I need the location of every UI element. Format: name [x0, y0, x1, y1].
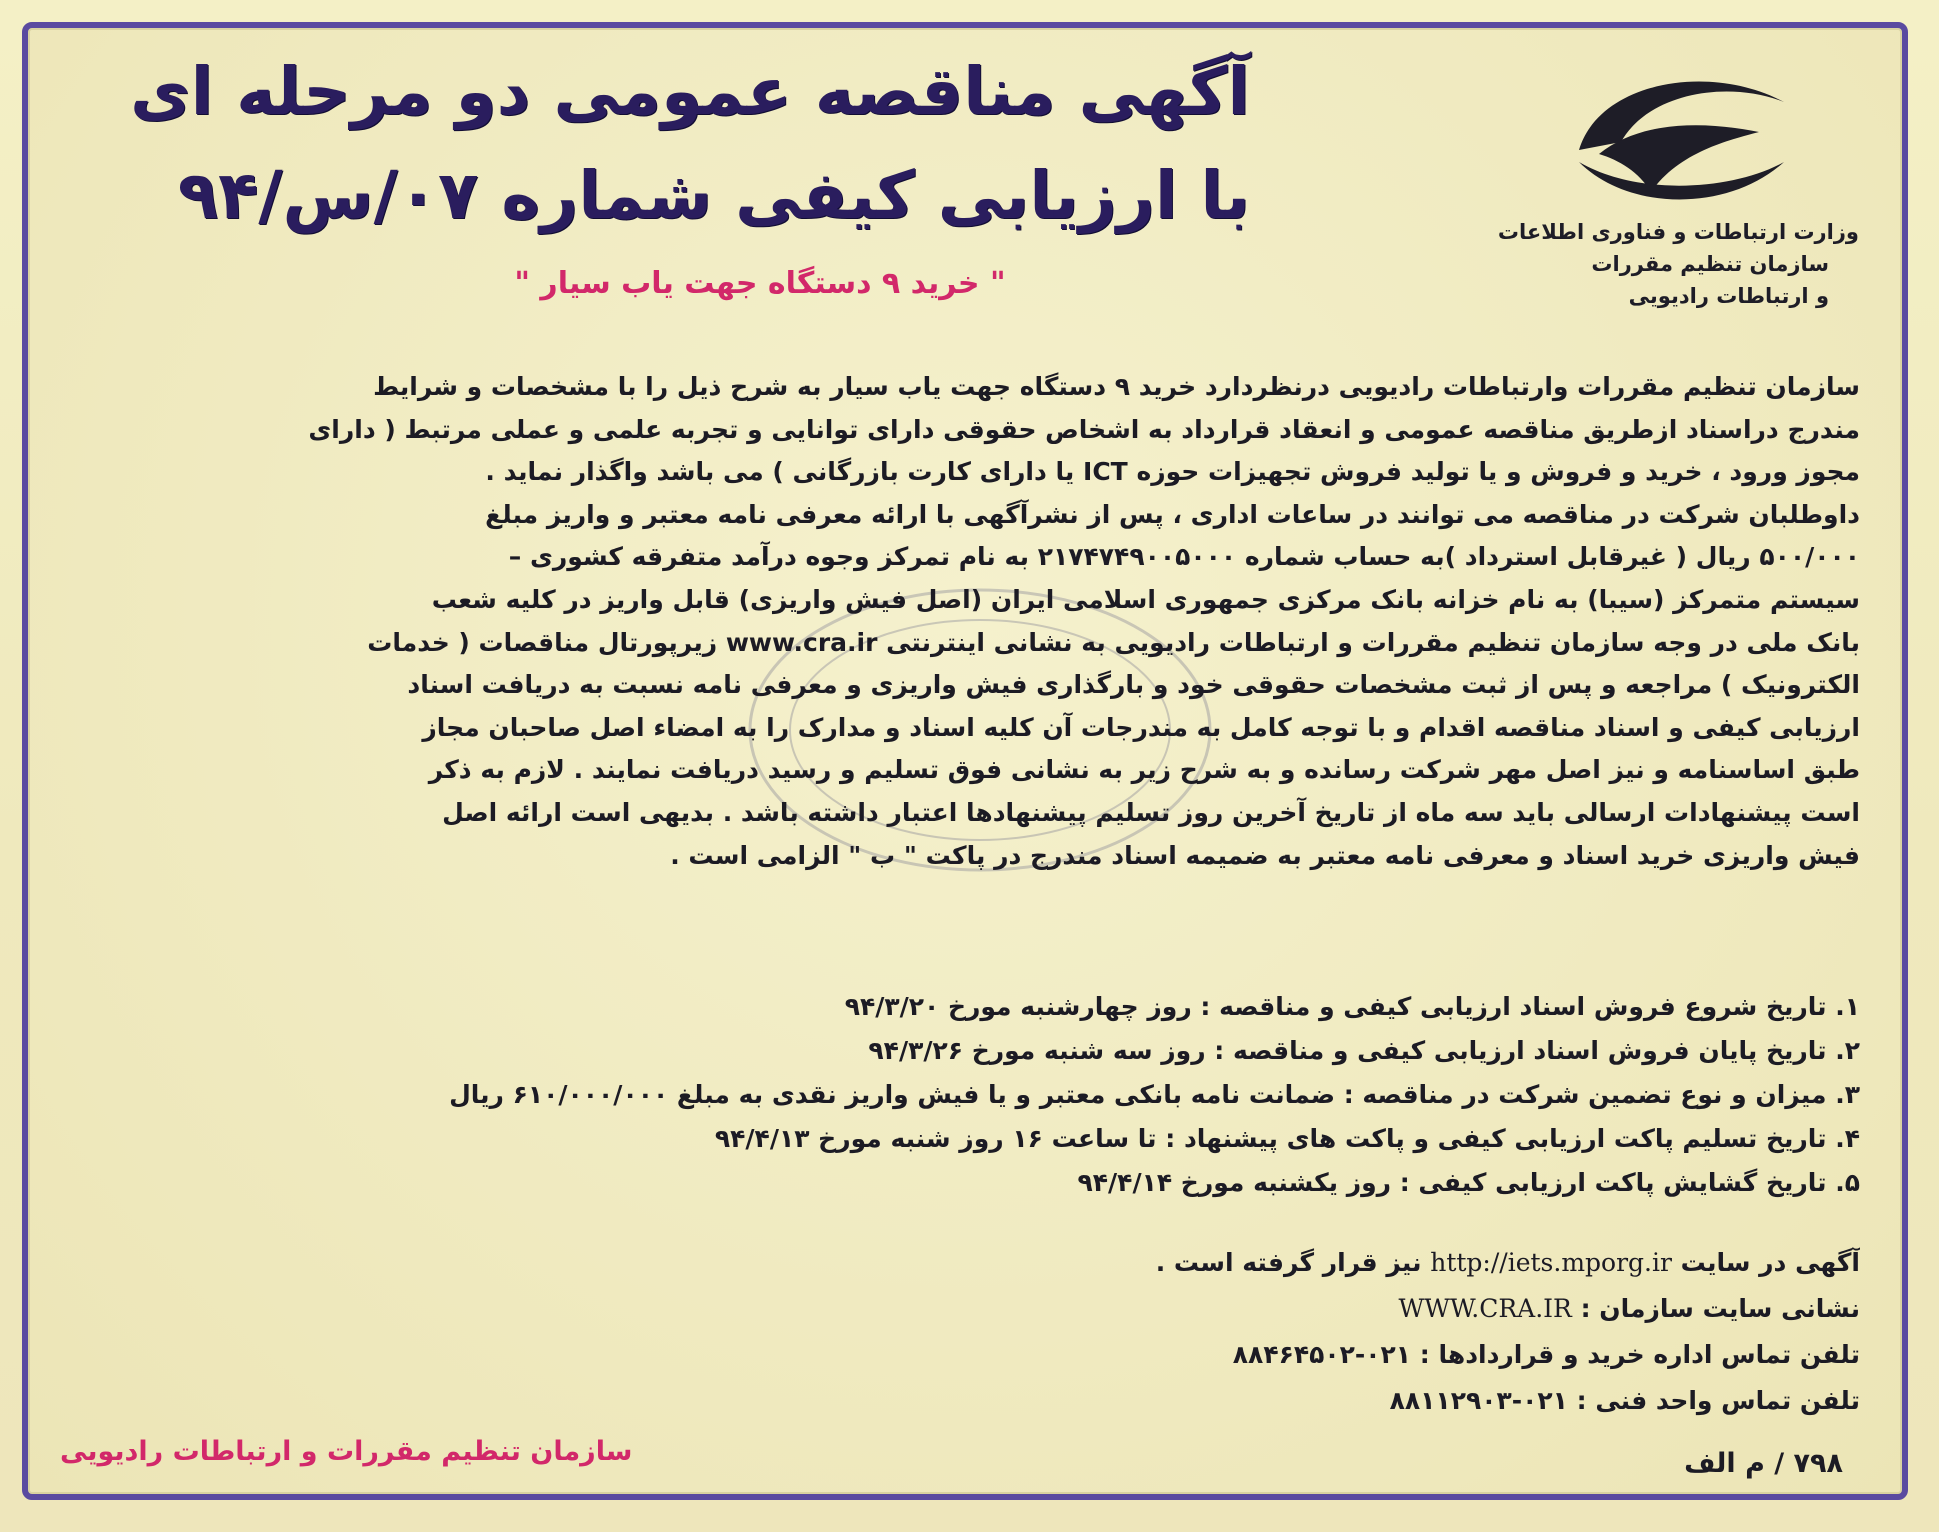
org-name-line-2: و ارتباطات رادیویی	[1628, 284, 1829, 308]
body-line: ارزیابی کیفی و اسناد مناقصه اقدام و با توجه کامل به مندرجات آن کلیه اسناد و مدارک را به امضاء اصل صاحبان مجاز	[422, 712, 1860, 742]
body-line: سازمان تنظیم مقررات وارتباطات رادیویی درنظردارد خرید ۹ دستگاه جهت یاب سیار به شرح ذیل را با مشخصات و شرایط	[373, 372, 1860, 401]
purchase-phone-number: ۰۲۱-۸۸۴۶۴۵۰۲	[1232, 1340, 1412, 1369]
list-item: ۵. تاریخ گشایش پاکت ارزیابی کیفی : روز یکشنبه مورخ ۹۴/۴/۱۴	[1077, 1168, 1860, 1197]
announcement-body	[72, 366, 1860, 877]
purchase-phone-line	[72, 1332, 1860, 1378]
headline-line-1: آگهی مناقصه عمومی دو مرحله ای	[130, 53, 1250, 130]
body-line: است پیشنهادات ارسالی باید سه ماه از تاریخ آخرین روز تسلیم پیشنهادها اعتبار داشته باشد . بدیهی است ارائه اصل	[442, 797, 1860, 827]
body-line: فیش واریزی خرید اسناد و معرفی نامه معتبر به ضمیمه اسناد مندرج در پاکت " ب " الزامی است .	[670, 840, 1860, 870]
ministry-name: وزارت ارتباطات و فناوری اطلاعات	[1497, 220, 1859, 244]
body-line: داوطلبان شرکت در مناقصه می توانند در ساعات اداری ، پس از نشرآگهی با ارائه معرفی نامه معتبر و واریز مبلغ	[485, 499, 1860, 529]
list-item: ۲. تاریخ پایان فروش اسناد ارزیابی کیفی و مناقصه : روز سه شنبه مورخ ۹۴/۳/۲۶	[868, 1036, 1860, 1065]
body-line: مندرج دراسناد ازطریق مناقصه عمومی و انعقاد قرارداد به اشخاص حقوقی دارای توانایی و تجربه علمی و عملی مرتبط ( دارای	[308, 414, 1860, 444]
org-site-link[interactable]: WWW.CRA.IR	[1398, 1294, 1572, 1323]
body-line: بانک ملی در وجه سازمان تنظیم مقررات و ارتباطات رادیویی به نشانی اینترنتی www.cra.ir زیرپورتال مناقصات ( خدمات	[367, 627, 1860, 657]
list-item: ۳. میزان و نوع تضمین شرکت در مناقصه : ضمانت نامه بانکی معتبر و یا فیش واریز نقدی به مبلغ ۶۱۰/۰۰۰/۰۰۰ ریال	[449, 1080, 1860, 1109]
body-line: ۵۰۰/۰۰۰ ریال ( غیرقابل استرداد )به حساب شماره ۲۱۷۴۷۴۹۰۰۵۰۰۰ به نام تمرکز وجوه درآمد متفرقه کشوری –	[508, 542, 1860, 572]
purchase-phone-label: تلفن تماس اداره خرید و قراردادها :	[1419, 1340, 1860, 1369]
list-item: ۱. تاریخ شروع فروش اسناد ارزیابی کیفی و مناقصه : روز چهارشنبه مورخ ۹۴/۳/۲۰	[844, 992, 1860, 1021]
schedule-list	[72, 985, 1860, 1205]
body-line: طبق اساسنامه و نیز اصل مهر شرکت رسانده و به شرح زیر به نشانی فوق تسلیم و رسید دریافت نمایند . لازم به ذکر	[428, 755, 1860, 785]
org-header	[1499, 216, 1859, 312]
body-line: الکترونیک ) مراجعه و پس از ثبت مشخصات حقوقی خود و بارگذاری فیش واریزی و معرفی نامه نسبت به دریافت اسناد	[407, 670, 1860, 700]
org-site-line	[72, 1286, 1860, 1332]
headline	[130, 40, 1250, 248]
site-url-link[interactable]: http://iets.mporg.ir	[1430, 1248, 1672, 1277]
org-name-line-1: سازمان تنظیم مقررات	[1591, 252, 1829, 276]
org-site-label: نشانی سایت سازمان :	[1580, 1294, 1860, 1323]
contact-info	[72, 1240, 1860, 1424]
site-line	[72, 1240, 1860, 1286]
footer-org-name: سازمان تنظیم مقررات و ارتباطات رادیویی	[60, 1436, 633, 1467]
subtitle: " خرید ۹ دستگاه جهت یاب سیار "	[514, 266, 1006, 301]
footer-code: ۷۹۸ / م الف	[1684, 1448, 1843, 1479]
list-item: ۴. تاریخ تسلیم پاکت ارزیابی کیفی و پاکت های پیشنهاد : تا ساعت ۱۶ روز شنبه مورخ ۹۴/۴/۱۳	[714, 1124, 1860, 1153]
site-line-prefix: آگهی در سایت	[1680, 1248, 1860, 1277]
tech-phone-line	[72, 1378, 1860, 1424]
body-line: سیستم متمرکز (سیبا) به نام خزانه بانک مرکزی جمهوری اسلامی ایران (اصل فیش واریزی) قابل واریز در کلیه شعب	[431, 584, 1860, 614]
tech-phone-number: ۰۲۱-۸۸۱۱۲۹۰۳	[1389, 1386, 1568, 1415]
site-line-suffix: نیز قرار گرفته است .	[1155, 1248, 1422, 1277]
body-line: مجوز ورود ، خرید و فروش و یا تولید فروش تجهیزات حوزه ICT یا دارای کارت بازرگانی ) می باشد واگذار نماید .	[485, 457, 1860, 487]
cra-logo-icon	[1559, 62, 1799, 217]
tech-phone-label: تلفن تماس واحد فنی :	[1576, 1386, 1860, 1415]
headline-line-2: با ارزیابی کیفی شماره ۰۷/س/۹۴	[177, 157, 1250, 234]
